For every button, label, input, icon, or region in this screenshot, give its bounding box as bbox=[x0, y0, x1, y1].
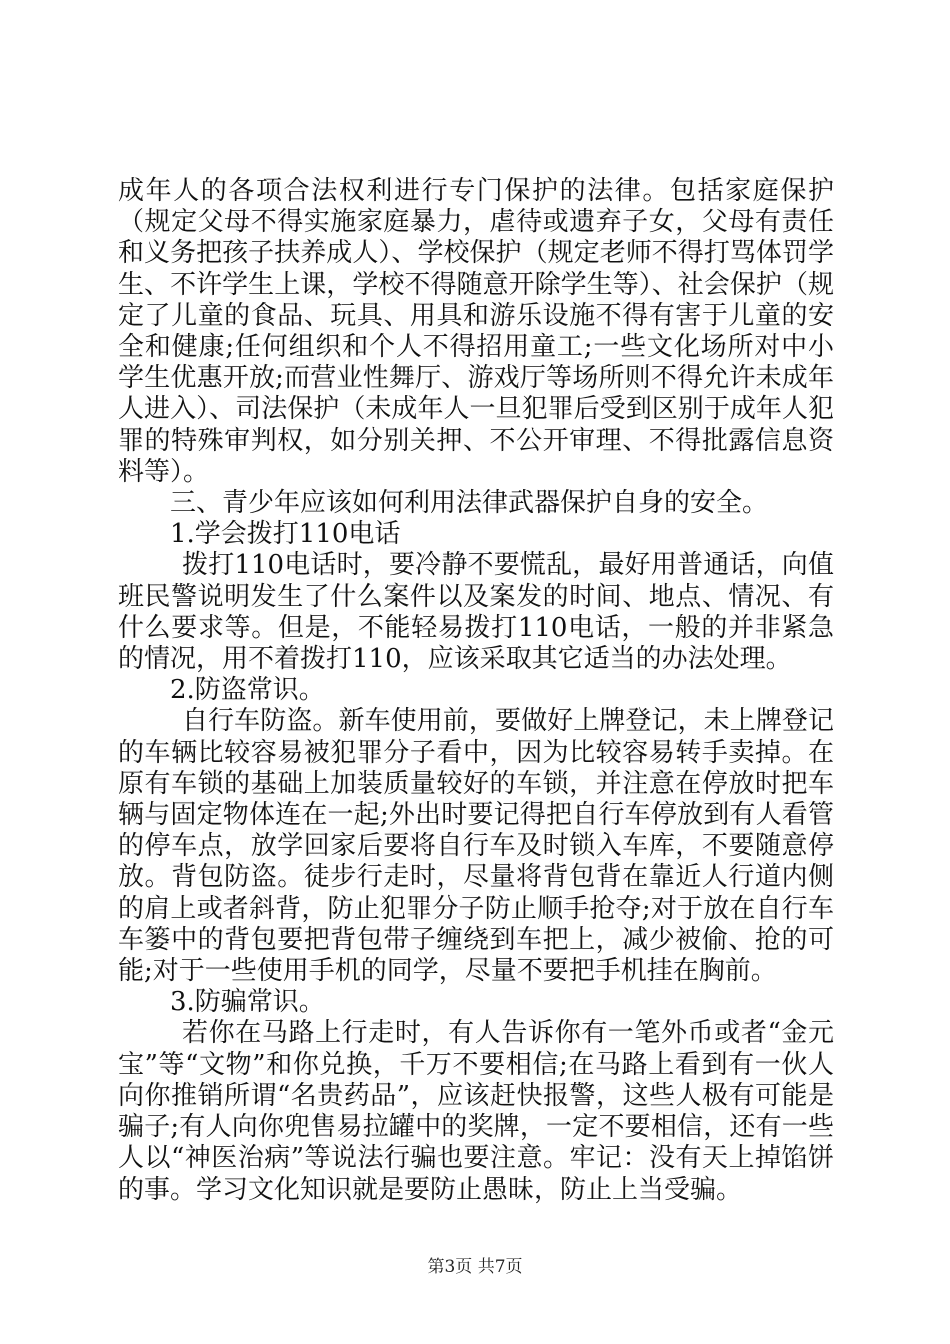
paragraph-minor-protection-law: 成年人的各项合法权利进行专门保护的法律。包括家庭保护（规定父母不得实施家庭暴力，虐待或遗弃子女，父母有责任和义务把孩子扶养成人）、学校保护（规定老师不得打骂体罚学生、不许学生上课，学校不得随意开除学生等）、社会保护（规定了儿童的食品、玩具、用具和游乐设施不得有害于儿童的安全和健康;任何组织和个人不得招用童工;一些文化场所对中小学生优惠开放;而营业性舞厅、游戏厅等场所则不得允许未成年人进入）、司法保护（未成年人一旦犯罪后受到区别于成年人犯罪的特殊审判权，如分别关押、不公开审理、不得批露信息资料等）。 bbox=[118, 176, 834, 487]
paragraph-call-110: 拨打110电话时，要冷静不要慌乱，最好用普通话，向值班民警说明发生了什么案件以及案发的时间、地点、情况、有什么要求等。但是，不能轻易拨打110电话，一般的并非紧急的情况，用不着拨打110，应该采取其它适当的办法处理。 bbox=[118, 550, 834, 675]
subheading-anti-fraud: 3.防骗常识。 bbox=[170, 987, 325, 1018]
section-heading-three: 三、青少年应该如何利用法律武器保护自身的安全。 bbox=[170, 488, 769, 519]
document-body bbox=[118, 176, 834, 1206]
subheading-anti-theft: 2.防盗常识。 bbox=[170, 675, 325, 706]
subheading-call-110: 1.学会拨打110电话 bbox=[170, 519, 401, 550]
paragraph-anti-fraud: 若你在马路上行走时，有人告诉你有一笔外币或者“金元宝”等“文物”和你兑换，千万不要相信;在马路上看到有一伙人向你推销所谓“名贵药品”，应该赶快报警，这些人极有可能是骗子;有人向你兜售易拉罐中的奖牌，一定不要相信，还有一些人以“神医治病”等说法行骗也要注意。牢记：没有天上掉馅饼的事。学习文化知识就是要防止愚昧，防止上当受骗。 bbox=[118, 1018, 834, 1205]
page-number-label: 第3页 共7页 bbox=[427, 1257, 523, 1277]
paragraph-anti-theft: 自行车防盗。新车使用前，要做好上牌登记，未上牌登记的车辆比较容易被犯罪分子看中，因为比较容易转手卖掉。在原有车锁的基础上加装质量较好的车锁，并注意在停放时把车辆与固定物体连在一起;外出时要记得把自行车停放到有人看管的停车点，放学回家后要将自行车及时锁入车库，不要随意停放。背包防盗。徒步行走时，尽量将背包背在靠近人行道内侧的肩上或者斜背，防止犯罪分子防止顺手抢夺;对于放在自行车车篓中的背包要把背包带子缠绕到车把上，减少被偷、抢的可能;对于一些使用手机的同学，尽量不要把手机挂在胸前。 bbox=[118, 706, 834, 987]
page-footer bbox=[0, 1252, 950, 1277]
